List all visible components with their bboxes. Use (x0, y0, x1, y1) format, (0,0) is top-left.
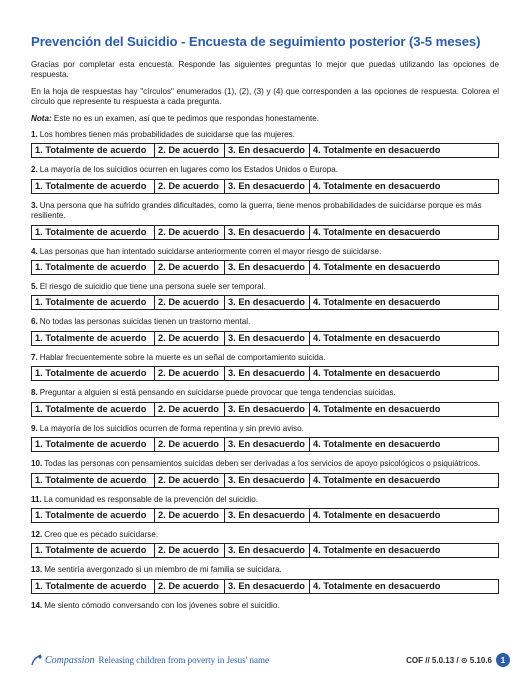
answer-option-1[interactable]: 1. Totalmente de acuerdo (32, 367, 155, 381)
survey-page (31, 34, 499, 614)
answer-option-3[interactable]: 3. En desacuerdo (225, 367, 310, 381)
question-number: 9. (31, 423, 38, 433)
answer-options-10 (31, 473, 499, 488)
question-number: 5. (31, 282, 38, 292)
answer-option-3[interactable]: 3. En desacuerdo (225, 179, 310, 193)
question-number: 8. (31, 388, 38, 398)
footer (30, 650, 510, 674)
answer-options-7 (31, 366, 499, 381)
answer-option-3[interactable]: 3. En desacuerdo (225, 225, 310, 239)
question-text: La comunidad es responsable de la prevención del suicidio. (43, 494, 258, 504)
answer-option-1[interactable]: 1. Totalmente de acuerdo (32, 331, 155, 345)
question-12 (31, 530, 499, 540)
answer-option-2[interactable]: 2. De acuerdo (155, 296, 225, 310)
question-number: 1. (31, 130, 38, 140)
question-text: Las personas que han intentado suicidarse anteriormente corren el mayor riesgo de suicidarse. (39, 246, 382, 256)
note-text: Este no es un examen, así que te pedimos que respondas honestamente. (51, 113, 319, 123)
answer-option-1[interactable]: 1. Totalmente de acuerdo (32, 179, 155, 193)
intro-paragraph-1: Gracias por completar esta encuesta. Responde las siguientes preguntas lo mejor que puedas utilizando las opciones de respuesta. (31, 60, 499, 80)
answer-option-4[interactable]: 4. Totalmente en desacuerdo (310, 473, 499, 487)
answer-option-3[interactable]: 3. En desacuerdo (225, 438, 310, 452)
question-text: La mayoría de los suicidios ocurren de forma repentina y sin previo aviso. (39, 423, 304, 433)
answer-option-3[interactable]: 3. En desacuerdo (225, 261, 310, 275)
question-number: 2. (31, 165, 38, 175)
question-number: 14. (31, 600, 43, 610)
compassion-logo (30, 654, 269, 666)
answer-option-2[interactable]: 2. De acuerdo (155, 144, 225, 158)
answer-option-4[interactable]: 4. Totalmente en desacuerdo (310, 261, 499, 275)
question-5 (31, 282, 499, 292)
answer-options-6 (31, 331, 499, 346)
answer-option-3[interactable]: 3. En desacuerdo (225, 473, 310, 487)
question-14 (31, 601, 499, 611)
answer-options-4 (31, 260, 499, 275)
document-code: COF // 5.0.13 / ⊙ 5.10.6 (406, 656, 492, 665)
answer-options-5 (31, 295, 499, 310)
answer-option-3[interactable]: 3. En desacuerdo (225, 579, 310, 593)
logo-wordmark: Compassion (45, 654, 95, 666)
question-2 (31, 165, 499, 175)
answer-option-1[interactable]: 1. Totalmente de acuerdo (32, 473, 155, 487)
answer-option-2[interactable]: 2. De acuerdo (155, 331, 225, 345)
answer-option-2[interactable]: 2. De acuerdo (155, 402, 225, 416)
question-6 (31, 317, 499, 327)
question-9 (31, 424, 499, 434)
question-number: 12. (31, 529, 43, 539)
answer-option-1[interactable]: 1. Totalmente de acuerdo (32, 508, 155, 522)
question-number: 4. (31, 246, 38, 256)
answer-option-3[interactable]: 3. En desacuerdo (225, 544, 310, 558)
question-text: Me siento cómodo conversando con los jóvenes sobre el suicidio. (44, 600, 280, 610)
answer-option-1[interactable]: 1. Totalmente de acuerdo (32, 144, 155, 158)
question-number: 6. (31, 317, 38, 327)
answer-option-3[interactable]: 3. En desacuerdo (225, 331, 310, 345)
answer-option-4[interactable]: 4. Totalmente en desacuerdo (310, 144, 499, 158)
answer-option-1[interactable]: 1. Totalmente de acuerdo (32, 261, 155, 275)
answer-option-4[interactable]: 4. Totalmente en desacuerdo (310, 579, 499, 593)
answer-options-2 (31, 179, 499, 194)
answer-options-12 (31, 543, 499, 558)
question-text: Hablar frecuentemente sobre la muerte es un señal de comportamiento suicida. (39, 352, 326, 362)
answer-option-1[interactable]: 1. Totalmente de acuerdo (32, 544, 155, 558)
question-text: Todas las personas con pensamientos suicidas deben ser derivadas a los servicios de apoyo psicológicos o psiquiátricos. (44, 459, 481, 469)
note (31, 114, 499, 124)
question-number: 3. (31, 200, 38, 210)
answer-option-2[interactable]: 2. De acuerdo (155, 544, 225, 558)
answer-option-4[interactable]: 4. Totalmente en desacuerdo (310, 225, 499, 239)
question-13 (31, 565, 499, 575)
compassion-logo-icon (30, 654, 44, 666)
answer-options-9 (31, 437, 499, 452)
answer-options-1 (31, 143, 499, 158)
question-3 (31, 201, 499, 222)
answer-option-1[interactable]: 1. Totalmente de acuerdo (32, 296, 155, 310)
answer-option-4[interactable]: 4. Totalmente en desacuerdo (310, 508, 499, 522)
answer-option-2[interactable]: 2. De acuerdo (155, 508, 225, 522)
question-number: 13. (31, 565, 43, 575)
question-number: 10. (31, 459, 43, 469)
answer-option-4[interactable]: 4. Totalmente en desacuerdo (310, 331, 499, 345)
answer-option-4[interactable]: 4. Totalmente en desacuerdo (310, 402, 499, 416)
answer-option-4[interactable]: 4. Totalmente en desacuerdo (310, 438, 499, 452)
question-text: Una persona que ha sufrido grandes dificultades, como la guerra, tiene menos probabilidades de suicidarse porque es más resiliente. (31, 200, 482, 221)
question-list (31, 130, 499, 611)
question-10 (31, 459, 499, 469)
answer-options-11 (31, 508, 499, 523)
answer-options-8 (31, 402, 499, 417)
question-text: Preguntar a alguien si está pensando en suicidarse puede provocar que tenga tendencias suicidas. (39, 388, 396, 398)
question-4 (31, 247, 499, 257)
question-11 (31, 495, 499, 505)
answer-option-1[interactable]: 1. Totalmente de acuerdo (32, 225, 155, 239)
question-1 (31, 130, 499, 140)
question-8 (31, 388, 499, 398)
answer-option-4[interactable]: 4. Totalmente en desacuerdo (310, 367, 499, 381)
question-text: Me sentiría avergonzado si un miembro de mi familia se suicidara. (44, 565, 282, 575)
page-title: Prevención del Suicidio - Encuesta de seguimiento posterior (3-5 meses) (31, 34, 481, 49)
answer-option-4[interactable]: 4. Totalmente en desacuerdo (310, 179, 499, 193)
answer-options-3 (31, 225, 499, 240)
answer-option-2[interactable]: 2. De acuerdo (155, 225, 225, 239)
question-text: Creo que es pecado suicidarse. (44, 529, 159, 539)
question-number: 11. (31, 494, 42, 504)
answer-option-1[interactable]: 1. Totalmente de acuerdo (32, 438, 155, 452)
answer-option-3[interactable]: 3. En desacuerdo (225, 508, 310, 522)
question-text: Los hombres tienen más probabilidades de suicidarse que las mujeres. (39, 130, 295, 140)
answer-option-2[interactable]: 2. De acuerdo (155, 579, 225, 593)
answer-option-3[interactable]: 3. En desacuerdo (225, 144, 310, 158)
note-label: Nota: (31, 113, 52, 123)
answer-option-1[interactable]: 1. Totalmente de acuerdo (32, 579, 155, 593)
footer-tagline: Releasing children from poverty in Jesus' name (98, 655, 270, 665)
answer-option-2[interactable]: 2. De acuerdo (155, 179, 225, 193)
question-text: La mayoría de los suicidios ocurren en lugares como los Estados Unidos o Europa. (39, 165, 339, 175)
question-text: El riesgo de suicidio que tiene una persona suele ser temporal. (39, 282, 266, 292)
answer-option-4[interactable]: 4. Totalmente en desacuerdo (310, 544, 499, 558)
page-number-badge: 1 (496, 653, 510, 667)
answer-option-2[interactable]: 2. De acuerdo (155, 367, 225, 381)
answer-option-2[interactable]: 2. De acuerdo (155, 438, 225, 452)
question-number: 7. (31, 352, 38, 362)
question-7 (31, 353, 499, 363)
question-text: No todas las personas suicidas tienen un trastorno mental. (39, 317, 251, 327)
answer-option-3[interactable]: 3. En desacuerdo (225, 296, 310, 310)
intro-paragraph-2: En la hoja de respuestas hay "círculos" enumerados (1), (2), (3) y (4) que corresponden a las opciones de respuesta. Colorea el círculo que represente tu respuesta a cada pregunta. (31, 86, 499, 107)
answer-option-1[interactable]: 1. Totalmente de acuerdo (32, 402, 155, 416)
answer-option-4[interactable]: 4. Totalmente en desacuerdo (310, 296, 499, 310)
answer-option-3[interactable]: 3. En desacuerdo (225, 402, 310, 416)
answer-option-2[interactable]: 2. De acuerdo (155, 473, 225, 487)
answer-options-13 (31, 579, 499, 594)
answer-option-2[interactable]: 2. De acuerdo (155, 261, 225, 275)
